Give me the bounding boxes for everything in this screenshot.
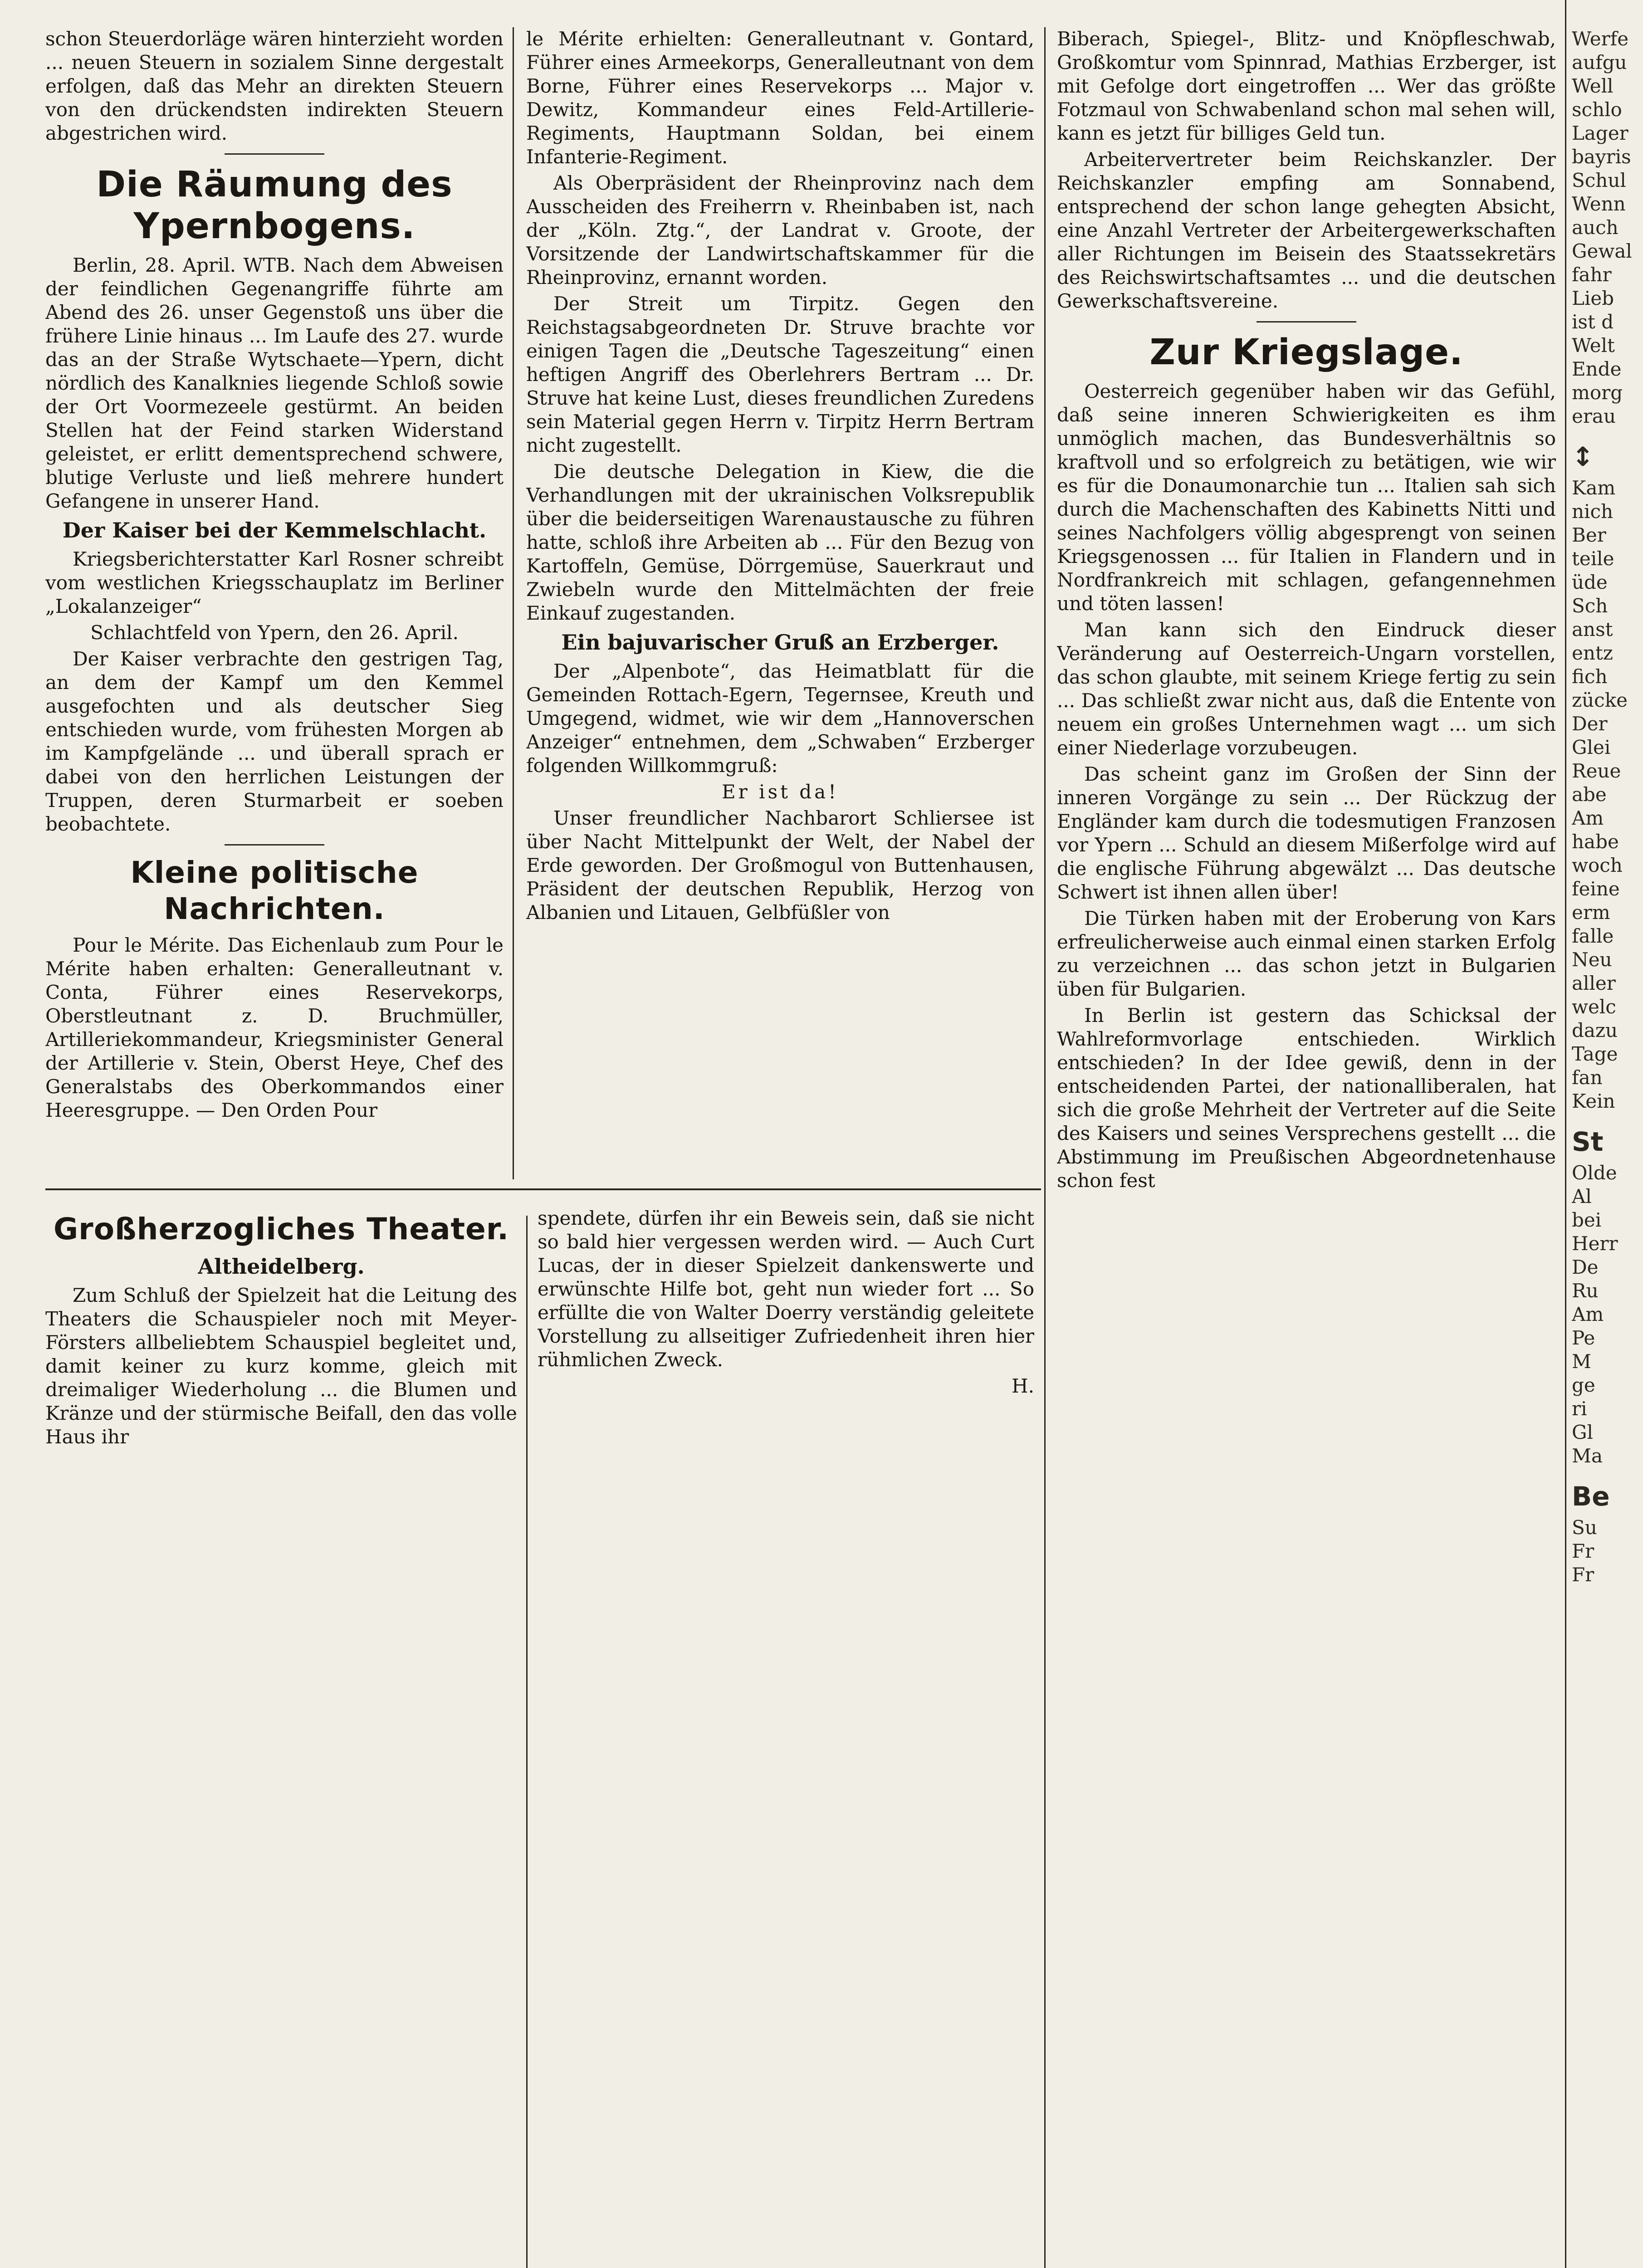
edge-line: bayris: [1572, 146, 1631, 168]
column-3: [1057, 27, 1556, 2268]
edge-line: Kein: [1572, 1090, 1615, 1112]
edge-line: habe: [1572, 831, 1619, 853]
arbeitervertreter-article: Arbeitervertreter beim Reichskanzler. Der Reichskanzler empfing am Sonnabend, entsprechend der schon lange gehegten Absicht, eine Anzahl Vertreter der Arbeitergewerkschaften aller Richtungen im Beisein des Staatssekretärs des Reichswirtschaftsamtes ... und die deutschen Gewerkschaftsvereine.: [1057, 148, 1556, 312]
edge-line: fich: [1572, 665, 1608, 688]
edge-line: ist d: [1572, 311, 1614, 333]
edge-line: Gl: [1572, 1421, 1593, 1443]
edge-line: Kam: [1572, 477, 1616, 499]
column-1: [45, 27, 504, 1184]
kriegslage-paragraph-2: Man kann sich den Eindruck dieser Veränderung auf Oesterreich-Ungarn vorstellen, das schon glaubte, mit seinem Kriege fertig zu sein ... Das schließt zwar nicht aus, daß die Entente von neuem ein großes Unternehmen wagt ... um sich einer Niederlage vorzubeugen.: [1057, 619, 1556, 759]
edge-line: Wenn: [1572, 193, 1626, 215]
headline-kriegslage: Zur Kriegslage.: [1149, 332, 1463, 373]
edge-line: feine: [1572, 878, 1620, 900]
kleine-article: Pour le Mérite. Das Eichenlaub zum Pour le Mérite haben erhalten: Generalleutnant v. Conta, Führer eines Reservekorps, Oberstleutnant z. D. Bruchmüller, Artilleriekommandeur, Kriegsminister General der Artillerie v. Stein, Oberst Heye, Chef des Generalstabs des Oberkommandos einer Heeresgruppe. — Den Orden Pour: [45, 934, 504, 1121]
headline-rule: [1257, 321, 1356, 323]
edge-line: teile: [1572, 547, 1614, 570]
headline-theater: Großherzogliches Theater.: [53, 1212, 509, 1246]
edge-line: Al: [1572, 1185, 1592, 1207]
edge-line: nich: [1572, 500, 1614, 523]
edge-line: entz: [1572, 642, 1613, 664]
edge-headline-3: Be: [1572, 1481, 1610, 1512]
edge-line: Olde: [1572, 1162, 1617, 1184]
edge-lines-1: [1572, 27, 1640, 428]
edge-line: erau: [1572, 405, 1616, 427]
edge-line: Schul: [1572, 169, 1626, 191]
edge-line: Pe: [1572, 1327, 1595, 1349]
feuilleton-rule: [45, 1188, 1041, 1190]
alpenbote-article: Der „Alpenbote“, das Heimatblatt für die Gemeinden Rottach-Egern, Tegernsee, Kreuth und Umgegend, widmet, wie wir dem „Hannoverschen Anzeiger“ entnehmen, dem „Schwaben“ Erzberger folgenden Willkommgruß:: [526, 660, 1034, 777]
er-ist-da-title: Er ist da!: [721, 781, 839, 803]
edge-line: Reue: [1572, 760, 1621, 782]
edge-line: ge: [1572, 1374, 1595, 1396]
edge-line: morg: [1572, 381, 1623, 404]
theater-right-column: [538, 1207, 1034, 2268]
headline-rule: [225, 153, 324, 155]
edge-line: abe: [1572, 783, 1607, 806]
edge-line: Lager: [1572, 122, 1628, 144]
edge-line: Neu: [1572, 948, 1612, 971]
schliersee-article: Unser freundlicher Nachbarort Schliersee ist über Nacht Mittelpunkt der Welt, der Nabel der Erde geworden. Der Großmogul von Buttenhausen, Präsident der deutschen Republik, Herzog von Albanien und Litauen, Gelbfüßler von: [526, 807, 1034, 924]
edge-headline-1: ↕: [1572, 441, 1594, 472]
kriegslage-paragraph-1: Oesterreich gegenüber haben wir das Gefühl, daß seine inneren Schwierigkeiten es ihm unmöglich machen, das Bundesverhältnis so kraftvoll und so erfolgreich zu betätigen, wie wir es für die Donaumonarchie tun ... Italien sah sich durch die Machenschaften des Kabinetts Nitti und seines Nachfolgers völlig abgesprengt von seinen Kriegsgenossen ... für Italien in Flandern und in Nordfrankreich mit schlagen, gefangennehmen und töten lassen!: [1057, 380, 1556, 615]
headline-ypern: Die Räumung des Ypernbogens.: [96, 164, 453, 247]
edge-lines-2: [1572, 476, 1640, 1113]
edge-line: dazu: [1572, 1019, 1618, 1041]
edge-line: erm: [1572, 901, 1610, 924]
edge-line: Tage: [1572, 1043, 1618, 1065]
edge-line: auch: [1572, 216, 1619, 239]
kiew-article: Die deutsche Delegation in Kiew, die die Verhandlungen mit der ukrainischen Volksrepublik über die beiderseitigen Warenaustausche zu führen hatte, schloß ihre Arbeiten ab ... Für den Bezug von Kartoffeln, Gemüse, Dörrgemüse, Sauerkraut und Zwiebeln wurde den Mittelmächten der freie Einkauf zugestanden.: [526, 460, 1034, 624]
edge-line: Gewal: [1572, 240, 1632, 262]
edge-line: Glei: [1572, 736, 1611, 758]
edge-line: falle: [1572, 925, 1614, 947]
edge-line: Sch: [1572, 595, 1608, 617]
theater-left-column: [45, 1202, 517, 2268]
edge-line: Fr: [1572, 1540, 1594, 1562]
kaiser-byline: Kriegsberichterstatter Karl Rosner schreibt vom westlichen Kriegsschauplatz im Berliner „Lokalanzeiger“: [45, 548, 504, 617]
kriegslage-paragraph-5: In Berlin ist gestern das Schicksal der Wahlreformvorlage entschieden. Wirklich entschieden? In der Idee gewiß, denn in der entscheidenden Partei, der nationalliberalen, hat sich die große Mehrheit der Vertreter auf die Seite des Kaisers und seines Versprechens gestellt ... die Abstimmung im Preußischen Abgeordnetenhause schon fest: [1057, 1004, 1556, 1192]
edge-headline-2: St: [1572, 1126, 1604, 1157]
headline-rule: [225, 844, 324, 846]
edge-line: woch: [1572, 854, 1623, 876]
edge-line: fan: [1572, 1066, 1603, 1089]
edge-line: Werfe: [1572, 28, 1629, 50]
column-rule-3: [1565, 0, 1566, 2268]
tirpitz-article: Der Streit um Tirpitz. Gegen den Reichstagsabgeordneten Dr. Struve brachte vor einigen Tagen die „Deutsche Tageszeitung“ einen heftigen Angriff des Oberlehrers Bertram ... Dr. Struve hat keine Lust, dieses freundlichen Zuredens sein Material gegen Herrn v. Tirpitz Herrn Bertram nicht zugestellt.: [526, 293, 1034, 456]
edge-line: Ende: [1572, 358, 1622, 380]
erzberger-continuation: Biberach, Spiegel-, Blitz- und Knöpfleschwab, Großkomtur vom Spinnrad, Mathias Erzberger, ist mit Gefolge dort eingetroffen ... Wer das größte Fotzmaul von Schwabenland schon mal sehen will, kann es jetzt für billiges Geld tun.: [1057, 28, 1556, 144]
edge-line: Lieb: [1572, 287, 1614, 309]
edge-line: aller: [1572, 972, 1616, 994]
kaiser-article: Der Kaiser verbrachte den gestrigen Tag, an dem der Kampf um den Kemmel ausgefochten und als deutscher Sieg entschieden wurde, vom frühesten Morgen ab im Kampfgelände ... und überall sprach er dabei von den herrlichen Leistungen der Truppen, deren Sturmarbeit er soeben beobachtete.: [45, 648, 504, 835]
edge-line: De: [1572, 1256, 1599, 1278]
edge-line: welc: [1572, 996, 1616, 1018]
edge-line: Welt: [1572, 334, 1615, 357]
edge-line: anst: [1572, 618, 1613, 640]
kriegslage-paragraph-3: Das scheint ganz im Großen der Sinn der inneren Vorgänge zu sein ... Der Rückzug der Engländer kam durch die todesmutigen Franzosen vor Ypern ... Schuld an diesem Mißerfolge wird auf die englische Führung abgewälzt ... Das deutsche Schwert ist ihnen allen über!: [1057, 763, 1556, 903]
orden-continuation: le Mérite erhielten: Generalleutnant v. Gontard, Führer eines Armeekorps, Generalleutnant von dem Borne, Führer eines Reservekorps ... Major v. Dewitz, Kommandeur eines Feld-Artillerie-Regiments, Hauptmann Soldan, bei einem Infanterie-Regiment.: [526, 28, 1034, 168]
edge-line: üde: [1572, 571, 1608, 593]
edge-line: Ma: [1572, 1445, 1603, 1467]
edge-line: zücke: [1572, 689, 1628, 711]
edge-line: Ru: [1572, 1280, 1599, 1302]
theater-review-part-2: spendete, dürfen ihr ein Beweis sein, daß sie nicht so bald hier vergessen werden wird. — Auch Curt Lucas, der in dieser Spielzeit dankenswerte und erwünschte Hilfe bot, geht nun wieder fort ... So erfüllte die von Walter Doerry verständig geleitete Vorstellung zu allseitiger Zufriedenheit ihren hier rühmlichen Zweck.: [538, 1207, 1034, 1371]
theater-review-part-1: Zum Schluß der Spielzeit hat die Leitung des Theaters die Schauspieler noch mit Meyer-Försters allbeliebtem Schauspiel begleitet und, damit keiner zu kurz komme, gleich mit dreimaliger Wiederholung ... die Blumen und Kränze und der stürmische Beifall, den das volle Haus ihr: [45, 1284, 517, 1448]
kriegslage-paragraph-4: Die Türken haben mit der Eroberung von Kars erfreulicherweise auch einmal einen starken Erfolg zu verzeichnen ... das schon jetzt in Bulgarien üben für Bulgarien.: [1057, 907, 1556, 1000]
edge-line: Am: [1572, 807, 1604, 829]
subheadline-kaiser: Der Kaiser bei der Kemmelschlacht.: [62, 518, 487, 543]
edge-line: Der: [1572, 713, 1608, 735]
column-rule-1: [513, 27, 514, 1179]
edge-line: ri: [1572, 1398, 1587, 1420]
edge-line: Herr: [1572, 1232, 1618, 1255]
edge-line: schlo: [1572, 98, 1622, 121]
edge-line: fahr: [1572, 264, 1612, 286]
subheadline-gruss: Ein bajuvarischer Gruß an Erzberger.: [561, 630, 999, 655]
edge-line: bei: [1572, 1209, 1602, 1231]
oberpraesident-article: Als Oberpräsident der Rheinprovinz nach dem Ausscheiden des Freiherrn v. Rheinbaben ist, nach der „Köln. Ztg.“, der Landrat v. Groote, der Vorsitzende der Landwirtschaftskammer für die Rheinprovinz, ernannt worden.: [526, 172, 1034, 288]
edge-line: Fr: [1572, 1564, 1594, 1586]
edge-column: [1572, 27, 1640, 2268]
edge-line: Ber: [1572, 524, 1606, 546]
intro-text: schon Steuerdorläge wären hinterzieht worden ... neuen Steuern in sozialem Sinne dergestalt erfolgen, daß das Mehr an direkten Steuern von den drückendsten indirekten Steuern abgestrichen wird.: [45, 28, 504, 144]
theater-column-rule: [526, 1216, 528, 2268]
edge-line: M: [1572, 1350, 1592, 1373]
kaiser-dateline: Schlachtfeld von Ypern, den 26. April.: [90, 621, 459, 644]
headline-kleine-nachrichten: Kleine politische Nachrichten.: [130, 855, 419, 926]
edge-lines-3: [1572, 1161, 1640, 1468]
edge-line: Su: [1572, 1516, 1597, 1539]
edge-line: aufgu: [1572, 51, 1627, 73]
edge-line: Am: [1572, 1303, 1604, 1325]
edge-line: Well: [1572, 75, 1614, 97]
edge-lines-4: [1572, 1516, 1640, 1587]
theater-signature: H.: [1012, 1375, 1034, 1397]
column-rule-2: [1044, 27, 1046, 2268]
column-2: [526, 27, 1034, 1184]
theater-play-title: Altheidelberg.: [198, 1254, 365, 1279]
ypern-article: Berlin, 28. April. WTB. Nach dem Abweisen der feindlichen Gegenangriffe führte am Abend des 26. unser Gegenstoß uns über die frühere Linie hinaus ... Im Laufe des 27. wurde das an der Straße Wytschaete—Ypern, dicht nördlich des Kanalknies liegende Schloß sowie der Ort Voormezeele gestürmt. An beiden Stellen hat der Feind starken Widerstand geleistet, er erlitt dementsprechend schwere, blutige Verluste und ließ mehrere hundert Gefangene in unserer Hand.: [45, 254, 504, 512]
